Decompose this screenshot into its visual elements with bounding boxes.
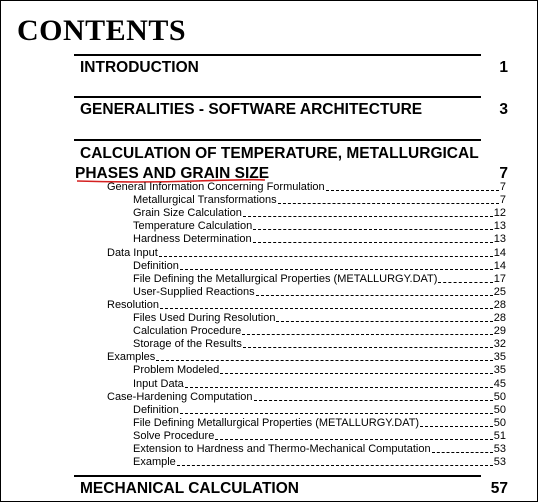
toc-entry-page: 17 [493, 272, 506, 285]
toc-entry-page: 53 [493, 456, 506, 469]
toc-leader-dots [253, 229, 493, 230]
toc-leader-dots [420, 426, 493, 427]
chapter-rule [74, 54, 481, 56]
toc-entry-text: Definition [133, 403, 179, 416]
toc-leader-dots [185, 387, 493, 388]
toc-entry-text: Data Input [107, 246, 158, 259]
toc-leader-dots [215, 439, 492, 440]
toc-leader-dots [180, 413, 493, 414]
toc-entry-page: 25 [493, 285, 506, 298]
toc-entry-text: Example [133, 456, 176, 469]
toc-entry-text: Examples [107, 351, 156, 364]
toc-entry-text: Resolution [107, 298, 159, 311]
chapter-page: 57 [490, 480, 508, 497]
toc-entry-text: User-Supplied Reactions [133, 285, 255, 298]
toc-leader-dots [278, 203, 499, 204]
toc-leader-dots [256, 295, 493, 296]
toc-entry[interactable] [133, 430, 506, 443]
toc-entry-text: File Defining Metallurgical Properties (METALLURGY.DAT) [133, 416, 420, 429]
toc-entry-page: 51 [493, 429, 506, 442]
toc-chapter-generalities[interactable] [80, 100, 508, 120]
chapter-title: MECHANICAL CALCULATION [80, 480, 299, 497]
toc-leader-dots [243, 216, 493, 217]
toc-leader-dots [326, 190, 499, 191]
toc-entry[interactable] [107, 391, 506, 404]
toc-entry[interactable] [133, 233, 506, 246]
toc-leader-dots [159, 256, 493, 257]
toc-entry-text: General Information Concerning Formulation [107, 181, 325, 193]
chapter-title-line1: CALCULATION OF TEMPERATURE, METALLURGICAL [80, 145, 479, 162]
toc-entry-page: 14 [493, 246, 506, 259]
chapter-rule [74, 96, 481, 98]
chapter-rule [74, 139, 481, 141]
page-title: CONTENTS [17, 14, 187, 47]
toc-entry-text: Hardness Determination [133, 233, 252, 246]
toc-chapter-introduction[interactable] [80, 58, 508, 78]
toc-entry-page: 35 [493, 351, 506, 364]
toc-leader-dots [253, 242, 493, 243]
chapter-page: 7 [499, 165, 508, 182]
toc-leader-dots [432, 452, 493, 453]
chapter-rule [74, 475, 481, 477]
chapter-title-line2: PHASES AND GRAIN SIZE [75, 165, 270, 182]
toc-entry-page: 13 [493, 220, 506, 233]
toc-entry-page: 7 [499, 181, 506, 193]
toc-entry[interactable] [107, 247, 506, 260]
toc-entry[interactable] [133, 456, 506, 469]
toc-entry[interactable] [133, 220, 506, 233]
toc-entry-text: Input Data [133, 377, 184, 390]
toc-leader-dots [276, 321, 492, 322]
toc-entry-page: 28 [493, 298, 506, 311]
toc-entry-text: Temperature Calculation [133, 220, 253, 233]
toc-entry-text: Storage of the Results [133, 338, 242, 351]
toc-entry-page: 29 [493, 325, 506, 338]
toc-entry[interactable] [133, 404, 506, 417]
toc-leader-dots [254, 400, 493, 401]
toc-entry-page: 28 [493, 312, 506, 324]
toc-entry-text: Case-Hardening Computation [107, 390, 253, 403]
chapter-title: GENERALITIES - SOFTWARE ARCHITECTURE [80, 101, 423, 118]
toc-leader-dots [180, 269, 493, 270]
toc-leader-dots [160, 308, 493, 309]
toc-entry[interactable] [133, 260, 506, 273]
toc-entry-page: 50 [493, 403, 506, 416]
toc-entry-page: 12 [493, 207, 506, 220]
toc-chapter-mechanical[interactable] [80, 479, 508, 499]
toc-entry[interactable] [107, 351, 506, 364]
toc-entry[interactable] [133, 417, 506, 430]
toc-entry-text: Calculation Procedure [133, 325, 242, 338]
toc-entry-page: 13 [493, 233, 506, 246]
toc-entry-page: 50 [493, 390, 506, 403]
toc-entry[interactable] [133, 378, 506, 391]
toc-leader-dots [156, 360, 492, 361]
chapter-page: 3 [499, 101, 508, 118]
toc-entry-text: Extension to Hardness and Thermo-Mechanical Computation [133, 443, 431, 455]
toc-leader-dots [438, 282, 492, 283]
toc-entry[interactable] [133, 338, 506, 351]
toc-entry-page: 50 [493, 416, 506, 429]
toc-entry[interactable] [133, 273, 506, 286]
toc-entry[interactable] [107, 181, 506, 194]
toc-leader-dots [220, 373, 493, 374]
toc-entry-page: 7 [499, 194, 506, 207]
toc-entry-page: 45 [493, 377, 506, 390]
toc-entry[interactable] [133, 325, 506, 338]
toc-entry-text: Solve Procedure [133, 429, 215, 442]
chapter-title: INTRODUCTION [80, 59, 199, 76]
toc-entry-page: 14 [493, 259, 506, 272]
toc-leader-dots [177, 465, 493, 466]
toc-entry[interactable] [133, 364, 506, 377]
toc-entry[interactable] [133, 312, 506, 325]
chapter-page: 1 [499, 59, 508, 76]
toc-leader-dots [242, 334, 493, 335]
toc-entry-text: Files Used During Resolution [133, 312, 276, 324]
toc-entry-text: Metallurgical Transformations [133, 194, 277, 207]
toc-entry[interactable] [133, 286, 506, 299]
toc-entry[interactable] [133, 194, 506, 207]
toc-entry-page: 35 [493, 364, 506, 377]
toc-entry[interactable] [133, 443, 506, 456]
toc-entry-page: 53 [493, 443, 506, 455]
toc-entry[interactable] [107, 299, 506, 312]
toc-leader-dots [243, 347, 493, 348]
toc-entry-text: Grain Size Calculation [133, 207, 242, 220]
toc-entry-text: Definition [133, 259, 179, 272]
toc-entry[interactable] [133, 207, 506, 220]
toc-entry-text: File Defining the Metallurgical Properties (METALLURGY.DAT) [133, 272, 438, 285]
toc-entry-text: Problem Modeled [133, 364, 220, 377]
toc-entry-page: 32 [493, 338, 506, 351]
